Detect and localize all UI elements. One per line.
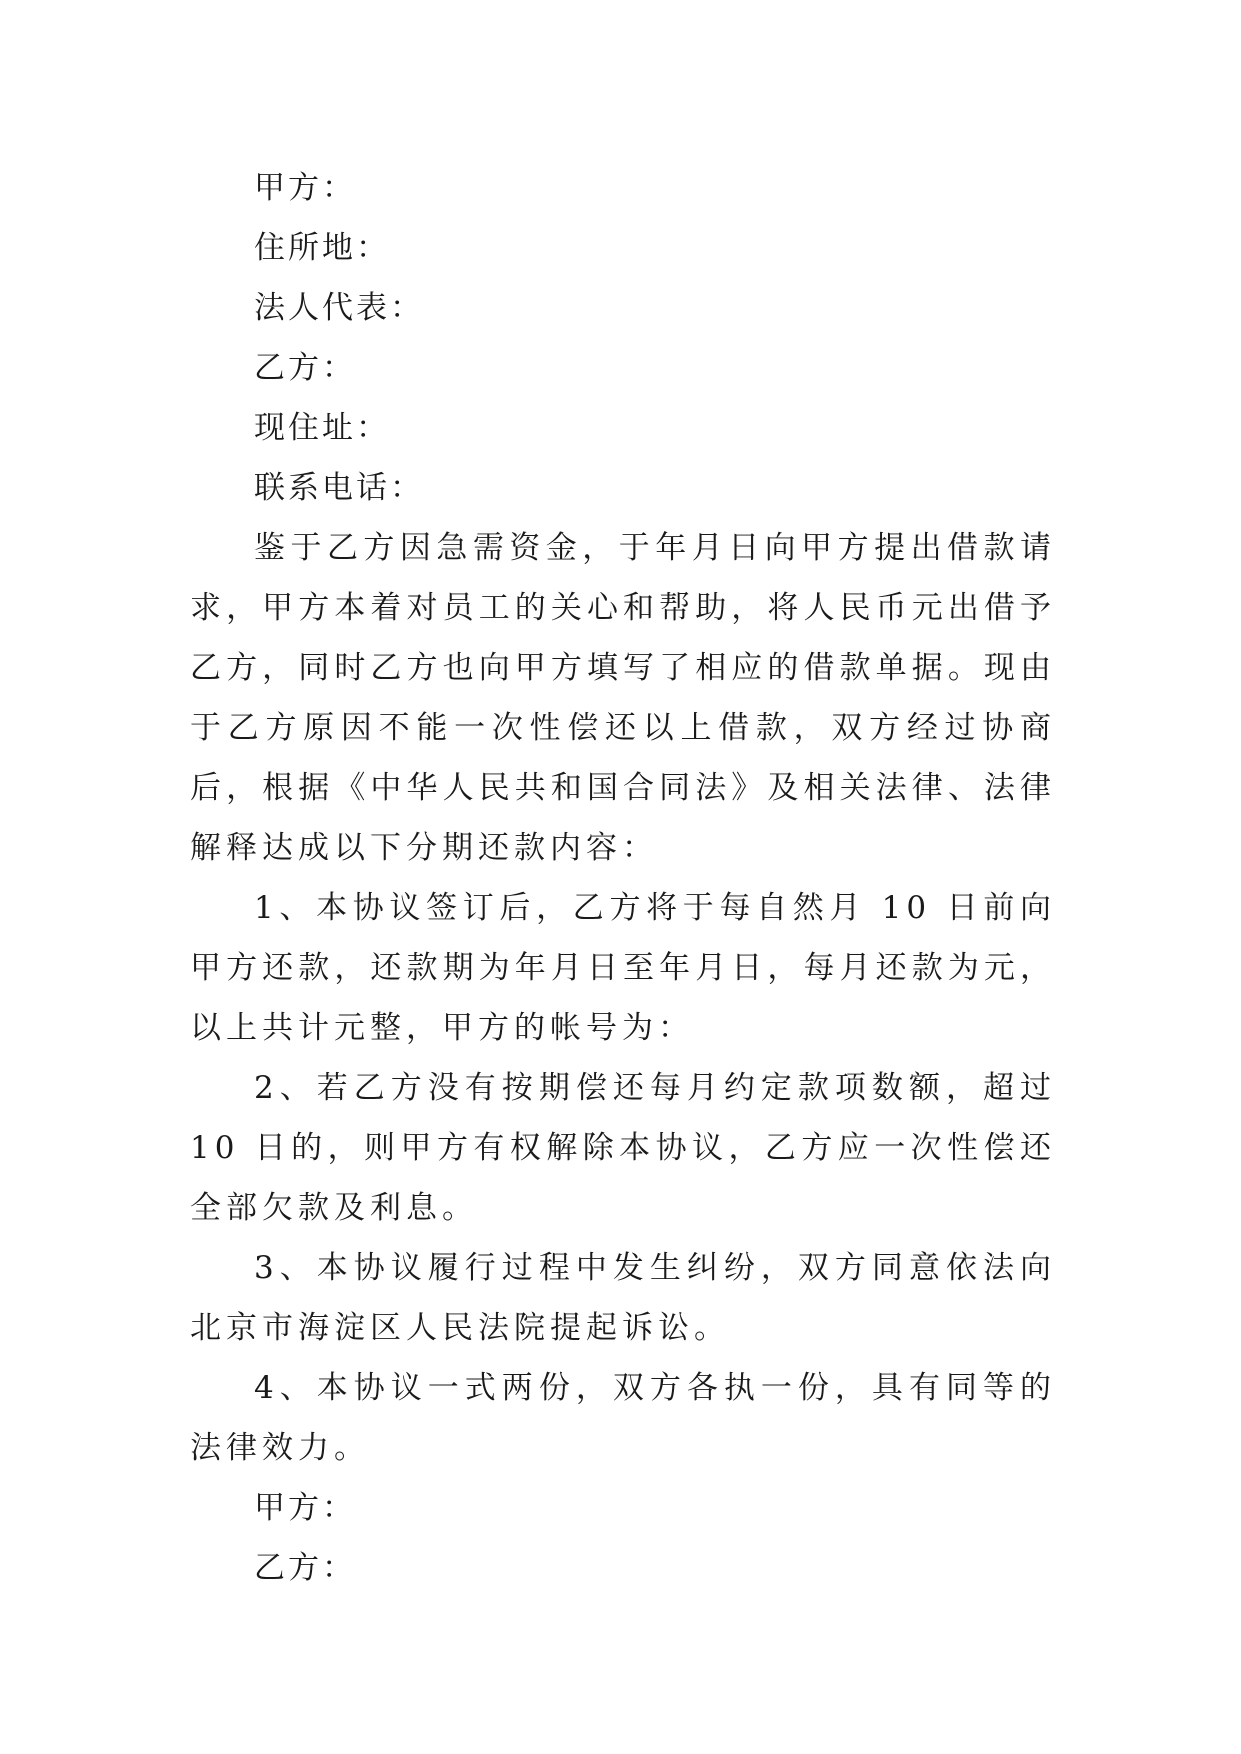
intro-paragraph: 鉴于乙方因急需资金，于年月日向甲方提出借款请求，甲方本着对员工的关心和帮助，将人民币元出借予乙方，同时乙方也向甲方填写了相应的借款单据。现由于乙方原因不能一次性偿还以上借款，双方经过协商后，根据《中华人民共和国合同法》及相关法律、法律解释达成以下分期还款内容：: [190, 530, 1056, 866]
clause-1: 1、本协议签订后，乙方将于每自然月 10 日前向甲方还款，还款期为年月日至年月日，每月还款为元，以上共计元整，甲方的帐号为：: [190, 890, 1056, 1046]
signature-party-a: 甲方：: [254, 1490, 356, 1526]
legal-rep-label: 法人代表：: [254, 290, 424, 326]
address-label: 住所地：: [254, 230, 390, 266]
party-b-label: 乙方：: [254, 350, 356, 386]
signature-party-b: 乙方：: [254, 1550, 356, 1586]
clause-2: 2、若乙方没有按期偿还每月约定款项数额，超过 10 日的，则甲方有权解除本协议，乙方应一次性偿还全部欠款及利息。: [190, 1070, 1056, 1226]
party-a-label: 甲方：: [254, 170, 356, 206]
current-address-label: 现住址：: [254, 410, 390, 446]
clause-4: 4、本协议一式两份，双方各执一份，具有同等的法律效力。: [190, 1370, 1056, 1466]
clause-3: 3、本协议履行过程中发生纠纷，双方同意依法向北京市海淀区人民法院提起诉讼。: [190, 1250, 1056, 1346]
phone-label: 联系电话：: [254, 470, 424, 506]
document-body: [190, 158, 1056, 1598]
